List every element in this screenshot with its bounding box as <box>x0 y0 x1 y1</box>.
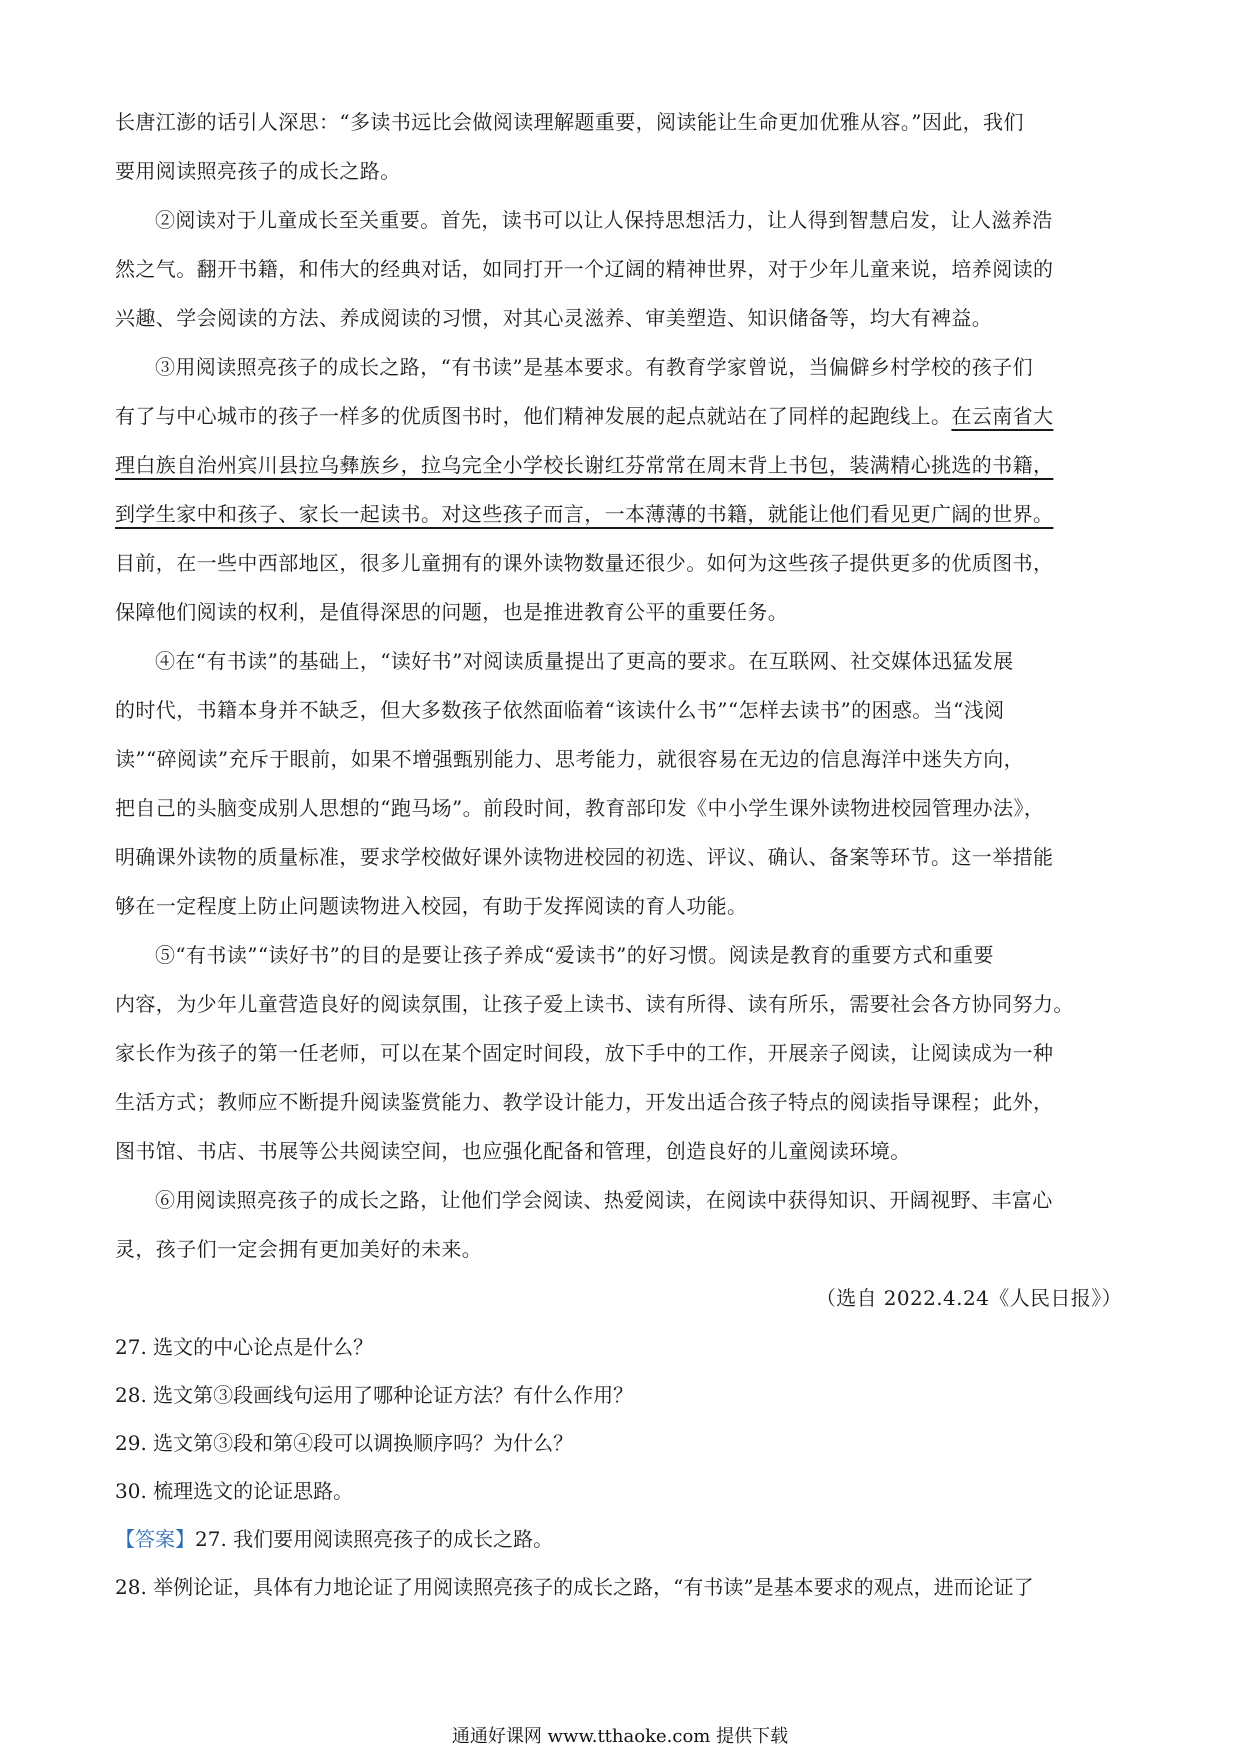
footer-watermark: 通通好课网 www.tthaoke.com 提供下载 <box>451 1726 789 1747</box>
paragraph-5-line-4: 生活方式；教师应不断提升阅读鉴赏能力、教学设计能力，开发出适合孩子特点的阅读指导课程；此外， <box>115 1090 1054 1114</box>
paragraph-2-line-2: 然之气。翻开书籍，和伟大的经典对话，如同打开一个辽阔的精神世界，对于少年儿童来说，培养阅读的 <box>115 257 1054 281</box>
paragraph-5-line-2: 内容，为少年儿童营造良好的阅读氛围，让孩子爱上读书、读有所得、读有所乐，需要社会各方协同努力。 <box>115 992 1074 1016</box>
paragraph-3-line-3 <box>115 441 1130 490</box>
paragraph-2-line-3: 兴趣、学会阅读的方法、养成阅读的习惯，对其心灵滋养、审美塑造、知识储备等，均大有裨益。 <box>115 306 993 330</box>
paragraph-4-line-2: 的时代，书籍本身并不缺乏，但大多数孩子依然面临着“该读什么书”“怎样去读书”的困惑。当“浅阅 <box>115 698 1005 722</box>
paragraph-3-line-6: 保障他们阅读的权利，是值得深思的问题，也是推进教育公平的重要任务。 <box>115 600 789 624</box>
underlined-sentence-middle: 理白族自治州宾川县拉乌彝族乡，拉乌完全小学校长谢红芬常常在周末背上书包，装满精心挑选的书籍， <box>115 453 1054 477</box>
paragraph-3-line-4 <box>115 490 1130 539</box>
answer-line-1 <box>115 1515 1130 1563</box>
paragraph-5-line-3: 家长作为孩子的第一任老师，可以在某个固定时间段，放下手中的工作，开展亲子阅读，让阅读成为一种 <box>115 1041 1054 1065</box>
question-30: 30. 梳理选文的论证思路。 <box>115 1479 354 1503</box>
answer-line-2: 28. 举例论证，具体有力地论证了用阅读照亮孩子的成长之路，“有书读”是基本要求的观点，进而论证了 <box>115 1575 1034 1599</box>
paragraph-3-line-5: 目前，在一些中西部地区，很多儿童拥有的课外读物数量还很少。如何为这些孩子提供更多的优质图书， <box>115 551 1054 575</box>
underlined-sentence-end: 到学生家中和孩子、家长一起读书。对这些孩子而言，一本薄薄的书籍，就能让他们看见更广阔的世界。 <box>115 502 1054 526</box>
source-citation: （选自 2022.4.24《人民日报》） <box>815 1286 1122 1310</box>
question-28: 28. 选文第③段画线句运用了哪种论证方法？有什么作用？ <box>115 1383 634 1407</box>
paragraph-4-line-1: ④在“有书读”的基础上，“读好书”对阅读质量提出了更高的要求。在互联网、社交媒体迅猛发展 <box>155 649 1014 673</box>
underlined-sentence-start: 在云南省大 <box>951 404 1054 428</box>
paragraph-1-line-1: 长唐江澎的话引人深思：“多读书远比会做阅读理解题重要，阅读能让生命更加优雅从容。”因此，我们 <box>115 110 1024 134</box>
paragraph-3-line-2 <box>115 392 1130 441</box>
paragraph-4-line-5: 明确课外读物的质量标准，要求学校做好课外读物进校园的初选、评议、确认、备案等环节。这一举措能 <box>115 845 1054 869</box>
question-29: 29. 选文第③段和第④段可以调换顺序吗？为什么？ <box>115 1431 574 1455</box>
paragraph-3-line-1: ③用阅读照亮孩子的成长之路，“有书读”是基本要求。有教育学家曾说，当偏僻乡村学校的孩子们 <box>155 355 1034 379</box>
paragraph-4-line-4: 把自己的头脑变成别人思想的“跑马场”。前段时间，教育部印发《中小学生课外读物进校园管理办法》， <box>115 796 1045 820</box>
paragraph-6-line-1: ⑥用阅读照亮孩子的成长之路，让他们学会阅读、热爱阅读，在阅读中获得知识、开阔视野、丰富心 <box>155 1188 1053 1212</box>
paragraph-1-line-2: 要用阅读照亮孩子的成长之路。 <box>115 159 401 183</box>
question-27: 27. 选文的中心论点是什么？ <box>115 1335 374 1359</box>
article-body <box>115 98 1130 1611</box>
paragraph-5-line-1: ⑤“有书读”“读好书”的目的是要让孩子养成“爱读书”的好习惯。阅读是教育的重要方式和重要 <box>155 943 994 967</box>
answer-27: 27. 我们要用阅读照亮孩子的成长之路。 <box>195 1527 554 1551</box>
paragraph-4-line-3: 读”“碎阅读”充斥于眼前，如果不增强甄别能力、思考能力，就很容易在无边的信息海洋中迷失方向， <box>115 747 1025 771</box>
paragraph-5-line-5: 图书馆、书店、书展等公共阅读空间，也应强化配备和管理，创造良好的儿童阅读环境。 <box>115 1139 911 1163</box>
paragraph-6-line-2: 灵，孩子们一定会拥有更加美好的未来。 <box>115 1237 483 1261</box>
paragraph-4-line-6: 够在一定程度上防止问题读物进入校园，有助于发挥阅读的育人功能。 <box>115 894 748 918</box>
paragraph-2-line-1: ②阅读对于儿童成长至关重要。首先，读书可以让人保持思想活力，让人得到智慧启发，让人滋养浩 <box>155 208 1053 232</box>
paragraph-3-line-2-plain: 有了与中心城市的孩子一样多的优质图书时，他们精神发展的起点就站在了同样的起跑线上。 <box>115 404 952 428</box>
answer-label: 【答案】 <box>115 1527 195 1551</box>
